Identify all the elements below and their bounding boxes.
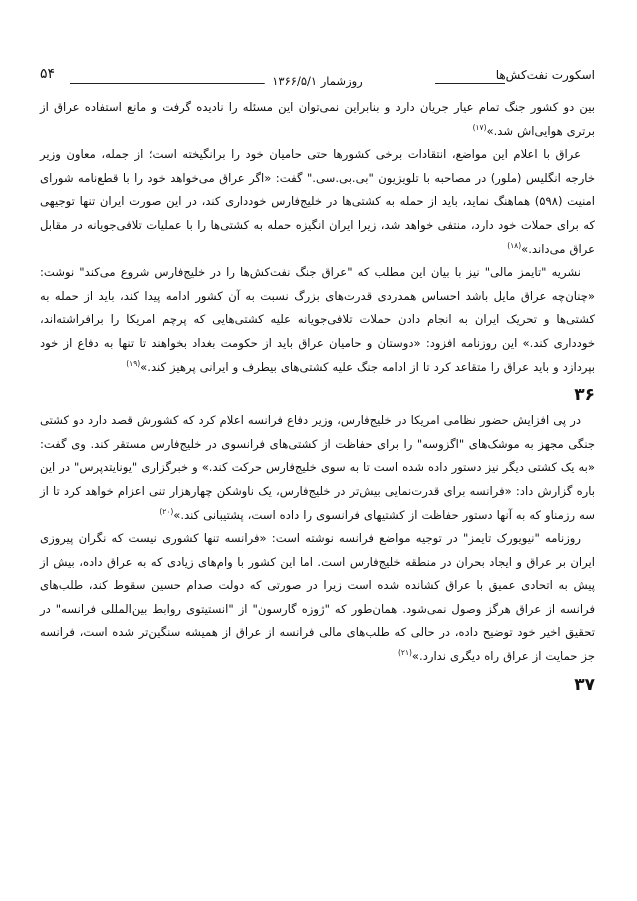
diary-date-label: روزشمار ۱۳۶۶/۵/۱ (264, 74, 370, 88)
paragraph-text: بین دو کشور جنگ تمام عیار جریان دارد و بنابراین نمی‌توان این مسئله را نادیده گرفت و مانع استفاده عراق از برتری هوایی‌اش شد.» (40, 100, 595, 138)
paragraph-text: روزنامه "نیویورک تایمز" در توجیه مواضع فرانسه نوشته است: «فرانسه تنها کشوری نیست که نگران پیروزی ایران بر عراق و ایجاد بحران در منطقه خلیج‌فارس است. اما این کشور با وام‌های زیادی که به عراق داده، بیش از پیش به اتحادی عمیق با عراق کشانده شده است زیرا در صورتی که دولت صدام حسین سقوط کند، طلب‌های فرانسه از عراق هرگز وصول نمی‌شود. همان‌طور که "ژوزه گارسون" از "انستیتوی روابط بین‌المللی فرانسه" در تحقیق اخیر خود توضیح داده، در حالی که طلب‌های مالی فرانسه از عراق از همیشه سنگین‌تر شده است، فرانسه جز حمایت از عراق راه دیگری ندارد.» (40, 531, 595, 664)
paragraph (40, 143, 595, 261)
footnote-marker: (۱۹) (126, 358, 141, 368)
footnote-marker: (۲۰) (159, 506, 174, 516)
paragraph (40, 96, 595, 143)
paragraph (40, 527, 595, 669)
section-number: ۳۷ (574, 674, 595, 695)
page-body (40, 96, 595, 699)
header-rule-left (70, 83, 280, 84)
paragraph-text: نشریه "تایمز مالی" نیز با بیان این مطلب که "عراق جنگ نفت‌کش‌ها را در خلیج‌فارس شروع می‌کند" نوشت: «چنان‌چه عراق مایل باشد احساس همدردی قدرت‌های بزرگ نسبت به آن کشور ادامه پیدا کند، باید از حمله به کشتی‌ها و تحریک ایران به انجام دادن حملات تلافی‌جویانه علیه کشتی‌هایی که پرچم امریکا را برافراشته‌اند، خودداری کند.» این روزنامه افزود: «دوستان و حامیان عراق باید از حکومت بغداد بخواهند تا تنها به دفاع از خود بپردازد و باید عراق را متقاعد کرد تا از ادامه جنگ علیه کشتی‌های بیطرف و ایرانی پرهیز کند.» (40, 265, 595, 374)
book-title: اسکورت نفت‌کش‌ها (495, 68, 595, 82)
page-header (40, 64, 595, 88)
header-rule-right (435, 83, 505, 84)
section-number: ۳۶ (574, 385, 595, 406)
paragraph (40, 261, 595, 379)
paragraph (40, 409, 595, 527)
footnote-marker: (۱۸) (507, 240, 522, 250)
page-number: ۵۴ (40, 66, 56, 82)
footnote-marker: (۲۱) (397, 648, 412, 658)
paragraph-text: در پی افزایش حضور نظامی امریکا در خلیج‌فارس، وزیر دفاع فرانسه اعلام کرد که کشورش قصد دارد دو کشتی جنگی مجهز به موشک‌های "اگزوسه" را برای حفاظت از کشتی‌های فرانسوی در خلیج‌فارس مستقر کند. وی گفت: «به یک کشتی دیگر نیز دستور داده شده است تا به سوی خلیج‌فارس حرکت کند.» و خبرگزاری "یونایتدپرس" در این باره گزارش داد: «فرانسه برای قدرت‌نمایی بیش‌تر در خلیج‌فارس، یک ناوشکن چهارهزار تنی اعزام خواهد کرد تا از سه رزمناو که به آنها دستور حفاظت از کشتیهای فرانسوی را داده است، پشتیبانی کند.» (40, 413, 595, 522)
footnote-marker: (۱۷) (472, 122, 487, 132)
paragraph-text: عراق با اعلام این مواضع، انتقادات برخی کشورها حتی حامیان خود را برانگیخته است؛ از جمله، معاون وزیر خارجه انگلیس (ملور) در مصاحبه با تلویزیون "بی.بی.سی." گفت: «اگر عراق می‌خواهد خود را با قطع‌نامه شورای امنیت (۵۹۸) هماهنگ نماید، باید از حمله به کشتی‌ها در خلیج‌فارس خودداری کند، در این صورت ایران تنها توجیهی که برای حملات خود دارد، منتفی خواهد شد، زیرا ایران انگیزه حمله به کشتی‌ها را با عملیات تلافی‌جویانه در مقابل عراق می‌داند.» (40, 147, 595, 256)
